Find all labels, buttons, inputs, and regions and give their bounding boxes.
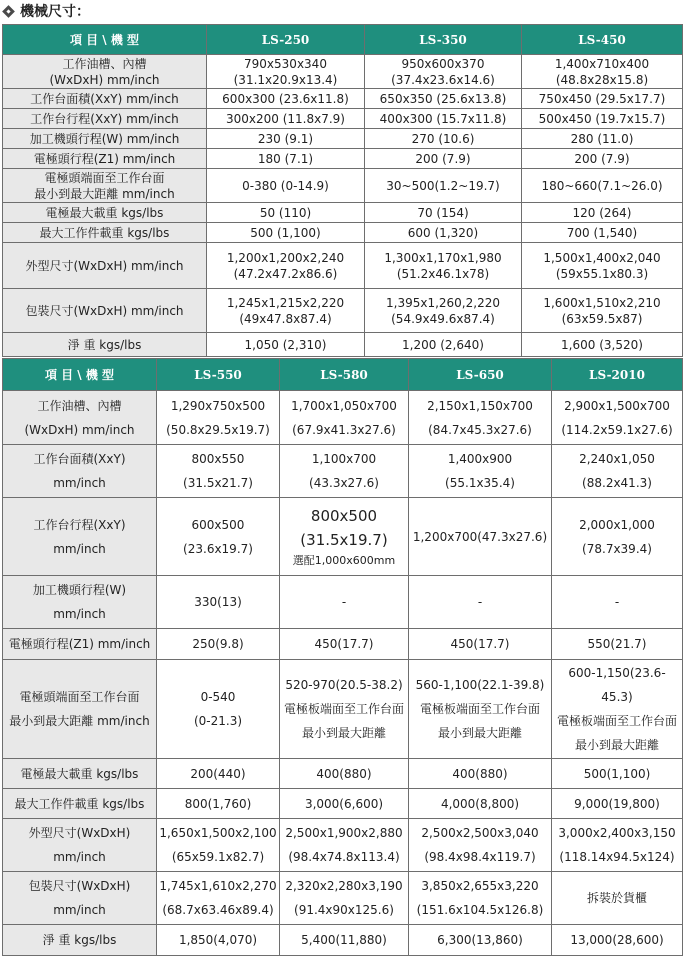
cell-line: (118.14x94.5x124) [559,850,675,864]
cell-line: 2,320x2,280x3,190 [285,879,403,893]
table-row [3,660,683,759]
cell-line: 550(21.7) [587,637,647,651]
cell-line: (54.9x49.6x87.4) [391,311,495,326]
cell-line: mm/inch [53,850,106,864]
cell-line: 700 (1,540) [566,225,638,240]
value-cell [409,872,552,925]
table-row [3,445,683,498]
cell-line: 200(440) [190,766,246,781]
value-cell [409,660,552,759]
value-cell [552,819,683,872]
row-label-cell [3,445,157,498]
cell-line: (67.9x41.3x27.6) [292,422,396,437]
cell-line: 800x550 [191,452,245,466]
value-cell [409,629,552,660]
value-cell [207,333,365,357]
row-label-cell [3,129,207,149]
value-cell [207,203,365,223]
cell-line: 800(1,760) [184,796,252,811]
value-cell [280,498,409,576]
value-cell [365,289,522,333]
value-cell [157,391,280,445]
cell-line: 5,400(11,880) [301,933,387,947]
cell-line: - [614,595,620,609]
row-label-cell [3,391,157,445]
value-cell [280,391,409,445]
cell-line: 500x450 (19.7x15.7) [538,111,666,126]
cell-line: 1,300x1,170x1,980 [384,250,502,265]
cell-line: 600-1,150(23.6- [568,666,666,680]
cell-line: mm/inch [53,541,106,556]
table-row [3,872,683,925]
cell-line: 500(1,100) [583,766,651,781]
cell-line: 230 (9.1) [257,131,314,146]
value-cell [365,333,522,357]
value-cell [365,169,522,203]
table-header-row [3,25,683,55]
row-label-cell [3,333,207,357]
cell-line: - [341,595,347,609]
cell-line: (59x55.1x80.3) [555,266,649,281]
row-label-cell [3,925,157,956]
cell-line: 600x300 (23.6x11.8) [222,91,349,106]
cell-line: 拆裝於貨櫃 [586,891,647,905]
cell-line: 400(880) [452,766,508,781]
cell-line: 外型尺寸(WxDxH) mm/inch [25,258,184,273]
cell-line: (43.3x27.6) [309,476,379,490]
value-cell [409,445,552,498]
spec-table-ls250-450 [2,24,683,357]
cell-line: (151.6x104.5x126.8) [416,903,544,917]
table-row [3,203,683,223]
table-row [3,243,683,289]
cell-line: 600x500 [191,517,245,532]
table-row [3,759,683,789]
row-label-cell [3,223,207,243]
cell-line: 1,290x750x500 [170,398,266,413]
value-cell [552,629,683,660]
section-title: 機械尺寸： [20,4,90,20]
cell-line: (31.1x20.9x13.4) [233,72,338,87]
table-row [3,789,683,819]
table-row [3,333,683,357]
cell-line: 最小到最大距離 mm/inch [34,186,175,201]
value-cell [522,129,683,149]
header-cell: 項 目 \ 機 型 [3,359,157,391]
cell-line: 1,700x1,050x700 [291,398,397,413]
cell-line: 2,500x2,500x3,040 [421,826,539,840]
table-row [3,925,683,956]
row-label-cell [3,289,207,333]
value-cell [207,109,365,129]
value-cell [157,759,280,789]
cell-line: 3,850x2,655x3,220 [421,879,539,893]
cell-line: 1,400x900 [447,452,513,466]
value-cell [280,445,409,498]
cell-line: 0-380 (0-14.9) [242,178,329,193]
spec-table-ls550-2010 [2,358,683,956]
value-cell [522,169,683,203]
cell-line: 工作台行程(XxY) [33,517,126,532]
value-cell [280,660,409,759]
cell-line: 300x200 (11.8x7.9) [226,111,345,126]
cell-line: 500 (1,100) [250,225,321,240]
cell-line: 450(17.7) [450,637,510,651]
row-label-cell [3,55,207,89]
row-label-cell [3,89,207,109]
value-cell [207,129,365,149]
cell-line: (98.4x98.4x119.7) [424,850,536,864]
value-cell [280,629,409,660]
cell-line: (98.4x74.8x113.4) [288,850,400,864]
row-label-cell [3,576,157,629]
cell-line: 280 (11.0) [570,131,634,146]
cell-line: 工作台行程(XxY) mm/inch [30,111,179,126]
cell-line: 1,600 (3,520) [561,337,643,352]
value-cell [157,660,280,759]
cell-line: 800x500 [310,506,378,525]
row-label-cell [3,109,207,129]
row-label-cell [3,872,157,925]
value-cell [207,169,365,203]
cell-line: 650x350 (25.6x13.8) [379,91,507,106]
value-cell [280,789,409,819]
value-cell [522,203,683,223]
cell-line: 950x600x370 [401,56,485,71]
value-cell [280,759,409,789]
cell-line: (23.6x19.7) [183,541,253,556]
cell-line: (48.8x28x15.8) [555,72,649,87]
value-cell [157,576,280,629]
cell-line: 180~660(7.1~26.0) [541,178,663,193]
value-cell [207,243,365,289]
cell-line: 1,395x1,260,2,220 [386,295,500,310]
cell-line: (51.2x46.1x78) [396,266,490,281]
cell-line: 加工機頭行程(W) [32,583,127,597]
cell-line: 520-970(20.5-38.2) [285,678,403,692]
cell-line: 400x300 (15.7x11.8) [379,111,507,126]
cell-line: 2,900x1,500x700 [564,398,670,413]
cell-line: 工作台面積(XxY) [33,452,126,466]
value-cell [409,789,552,819]
cell-line: 最小到最大距離 [574,738,659,752]
option-note: 選配1,000x600mm [292,553,396,567]
header-cell: LS-580 [280,359,409,391]
row-label-cell [3,243,207,289]
cell-line: (31.5x21.7) [183,476,253,490]
cell-line: 2,500x1,900x2,880 [285,826,403,840]
row-label-cell [3,759,157,789]
cell-line: 50 (110) [259,205,312,220]
cell-line: (91.4x90x125.6) [294,903,394,917]
value-cell [365,243,522,289]
value-cell [552,576,683,629]
value-cell [157,629,280,660]
table-header-row [3,359,683,391]
value-cell [280,819,409,872]
table-row [3,289,683,333]
cell-line: 1,850(4,070) [178,933,258,947]
table-row [3,149,683,169]
value-cell [280,872,409,925]
cell-line: (55.1x35.4) [445,476,515,490]
value-cell [409,391,552,445]
cell-line: 3,000x2,400x3,150 [558,826,676,840]
cell-line: 0-540 [200,690,236,704]
value-cell [157,872,280,925]
table-row [3,223,683,243]
cell-line: 250(9.8) [192,637,244,651]
cell-line: 電極最大載重 kgs/lbs [45,205,164,220]
value-cell [157,819,280,872]
cell-line: 400(880) [316,766,372,781]
header-cell: LS-350 [365,25,522,55]
cell-line: 1,200x700(47.3x27.6) [412,529,548,544]
value-cell [207,223,365,243]
cell-line: (WxDxH) mm/inch [49,72,160,87]
value-cell [207,89,365,109]
value-cell [365,203,522,223]
value-cell [552,445,683,498]
cell-line: 2,000x1,000 [579,517,655,532]
value-cell [207,289,365,333]
cell-line: 1,400x710x400 [554,56,650,71]
row-label-cell [3,498,157,576]
header-cell: LS-650 [409,359,552,391]
table-row [3,55,683,89]
cell-line: 1,200x1,200x2,240 [226,250,345,265]
table-row [3,129,683,149]
value-cell [365,129,522,149]
cell-line: 1,500x1,400x2,040 [543,250,661,265]
cell-line: (68.7x63.46x89.4) [162,903,274,917]
header-cell: LS-550 [157,359,280,391]
cell-line: (84.7x45.3x27.6) [428,422,532,437]
cell-line: 電極板端面至工作台面 [556,714,677,728]
value-cell [522,223,683,243]
cell-line: 工作油槽、內槽 [37,398,122,413]
cell-line: 1,600x1,510x2,210 [543,295,661,310]
cell-line: 電極板端面至工作台面 [283,702,404,716]
cell-line: (88.2x41.3) [582,476,652,490]
cell-line: 外型尺寸(WxDxH) [28,826,131,840]
cell-line: 電極頭行程(Z1) mm/inch [8,637,151,651]
value-cell [280,925,409,956]
cell-line: (WxDxH) mm/inch [24,422,135,437]
row-label-cell [3,629,157,660]
cell-line: (78.7x39.4) [582,541,652,556]
cell-line: mm/inch [53,607,106,621]
cell-line: (47.2x47.2x86.6) [233,266,338,281]
cell-line: (50.8x29.5x19.7) [166,422,270,437]
cell-line: 1,050 (2,310) [244,337,327,352]
table-row [3,391,683,445]
cell-line: 最大工作件載重 kgs/lbs [14,796,145,811]
cell-line: 30~500(1.2~19.7) [386,178,500,193]
header-cell: LS-2010 [552,359,683,391]
value-cell [409,576,552,629]
table-row [3,819,683,872]
cell-line: 工作油槽、內槽 [62,56,147,71]
row-label-cell [3,169,207,203]
cell-line: 最小到最大距離 [301,726,386,740]
value-cell [522,89,683,109]
value-cell [552,759,683,789]
value-cell [522,333,683,357]
value-cell [409,498,552,576]
cell-line: (114.2x59.1x27.6) [561,422,673,437]
value-cell [552,872,683,925]
value-cell [157,498,280,576]
value-cell [365,55,522,89]
cell-line: 13,000(28,600) [570,933,664,947]
cell-line: 200 (7.9) [415,151,471,166]
header-cell: LS-250 [207,25,365,55]
cell-line: 790x530x340 [244,56,327,71]
cell-line: 1,200 (2,640) [402,337,484,352]
cell-line: 2,150x1,150x700 [427,398,533,413]
cell-line: 加工機頭行程(W) mm/inch [29,131,180,146]
cell-line: 70 (154) [417,205,469,220]
value-cell [522,55,683,89]
value-cell [365,109,522,129]
value-cell [552,925,683,956]
cell-line: 電極板端面至工作台面 [419,702,540,716]
cell-line: 工作台面積(XxY) mm/inch [30,91,179,106]
cell-line: 750x450 (29.5x17.7) [538,91,666,106]
value-cell [409,925,552,956]
value-cell [157,925,280,956]
row-label-cell [3,203,207,223]
cell-line: 最小到最大距離 [437,726,522,740]
cell-line: 1,100x700 [311,452,377,466]
table-row [3,498,683,576]
row-label-cell [3,660,157,759]
cell-line: mm/inch [53,903,106,917]
cell-line: (65x59.1x82.7) [171,850,265,864]
value-cell [207,55,365,89]
cell-line: 淨 重 kgs/lbs [67,337,142,352]
cell-line: 1,745x1,610x2,270 [159,879,277,893]
cell-line: - [477,595,483,609]
value-cell [365,149,522,169]
header-cell: LS-450 [522,25,683,55]
value-cell [157,445,280,498]
cell-line: 包裝尺寸(WxDxH) [28,879,131,893]
cell-line: 6,300(13,860) [437,933,523,947]
value-cell [522,243,683,289]
cell-line: 450(17.7) [314,637,374,651]
cell-line: 180 (7.1) [257,151,314,166]
cell-line: mm/inch [53,476,106,490]
cell-line: (63x59.5x87) [561,311,643,326]
value-cell [552,789,683,819]
diamond-bullet-icon [2,4,16,18]
table-row [3,576,683,629]
cell-line: 最大工作件載重 kgs/lbs [39,225,170,240]
value-cell [207,149,365,169]
cell-line: (37.4x23.6x14.6) [391,72,495,87]
value-cell [552,391,683,445]
cell-line: (0-21.3) [193,714,243,728]
value-cell [522,109,683,129]
cell-line: 電極頭行程(Z1) mm/inch [33,151,176,166]
cell-line: 1,650x1,500x2,100 [159,826,277,840]
value-cell [157,789,280,819]
value-cell [365,223,522,243]
cell-line: 電極頭端面至工作台面 [19,690,140,704]
cell-line: 270 (10.6) [411,131,475,146]
cell-line: 4,000(8,800) [440,796,520,811]
cell-line: 包裝尺寸(WxDxH) mm/inch [25,303,184,318]
cell-line: 電極最大載重 kgs/lbs [20,766,139,781]
cell-line: 最小到最大距離 mm/inch [9,714,150,728]
value-cell [365,89,522,109]
cell-line: 1,245x1,215x2,220 [226,295,345,310]
value-cell [522,149,683,169]
cell-line: (31.5x19.7) [300,530,388,549]
value-cell [522,289,683,333]
table-row [3,89,683,109]
value-cell [552,498,683,576]
value-cell [552,660,683,759]
table-row [3,169,683,203]
table-row [3,629,683,660]
header-cell: 項 目 \ 機 型 [3,25,207,55]
cell-line: 電極頭端面至工作台面 [44,170,165,185]
row-label-cell [3,789,157,819]
cell-line: 淨 重 kgs/lbs [42,933,117,947]
cell-line: 560-1,100(22.1-39.8) [415,678,545,692]
cell-line: 3,000(6,600) [304,796,384,811]
value-cell [280,576,409,629]
cell-line: 45.3) [601,690,633,704]
value-cell [409,759,552,789]
row-label-cell [3,149,207,169]
cell-line: 2,240x1,050 [579,452,655,466]
cell-line: 120 (264) [572,205,632,220]
table-row [3,109,683,129]
cell-line: 330(13) [194,595,242,609]
cell-line: 600 (1,320) [407,225,479,240]
cell-line: 200 (7.9) [574,151,630,166]
section-heading [2,1,90,21]
cell-line: (49x47.8x87.4) [239,311,332,326]
value-cell [409,819,552,872]
row-label-cell [3,819,157,872]
cell-line: 9,000(19,800) [574,796,660,811]
